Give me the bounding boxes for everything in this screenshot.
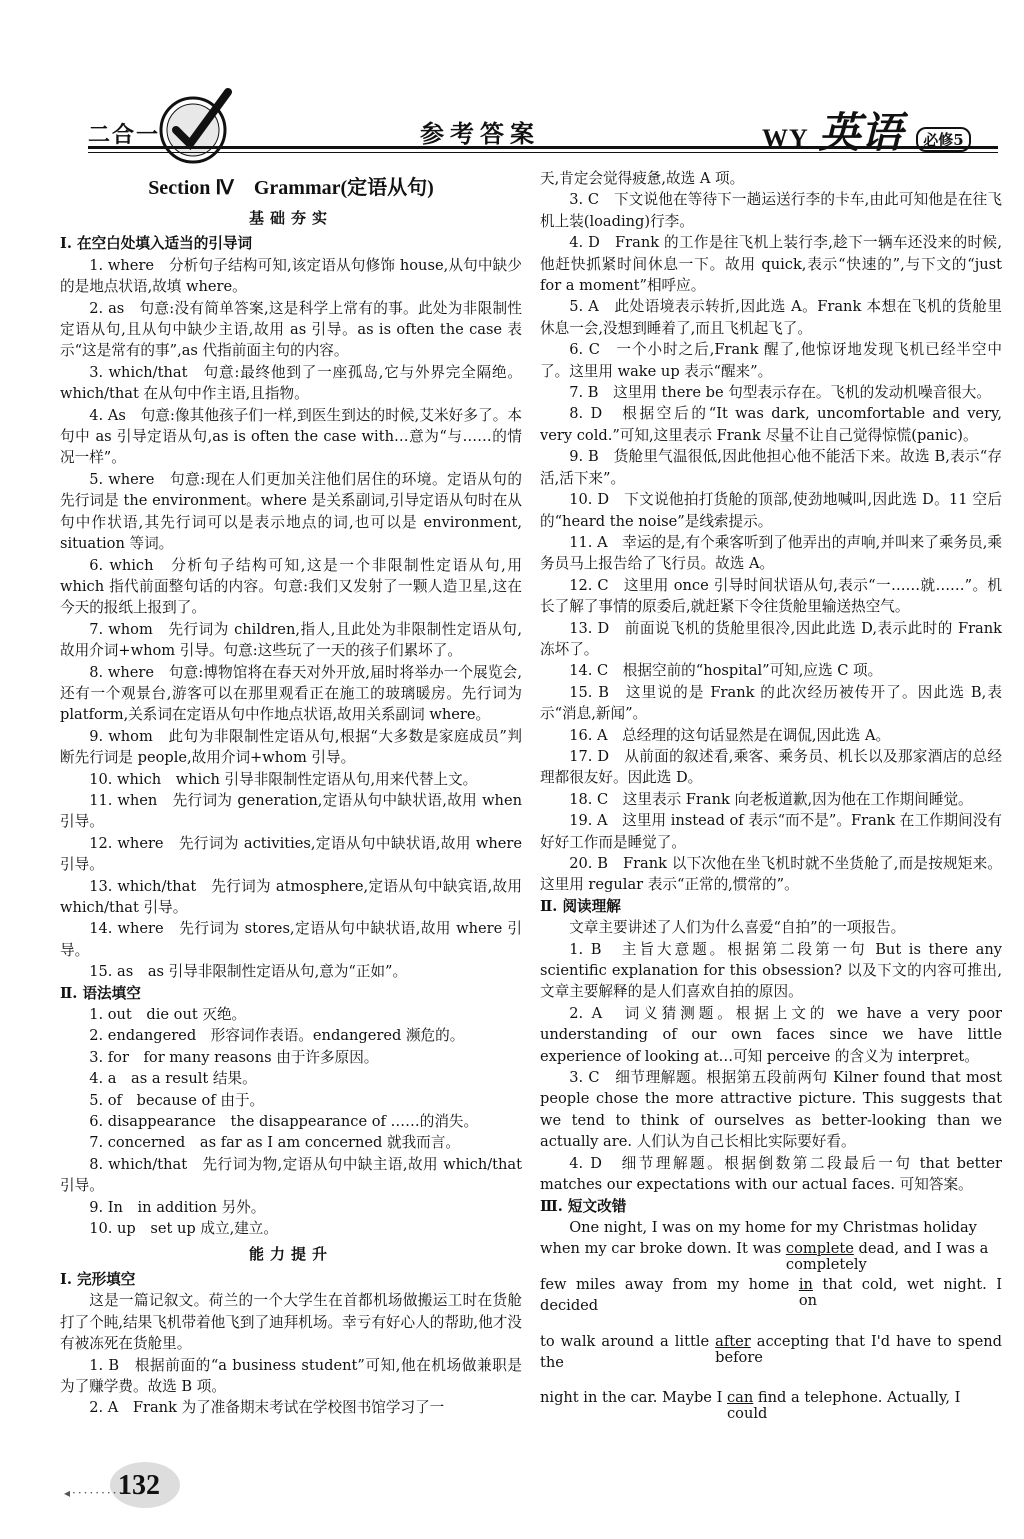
- correction-text: to walk around a little: [540, 1332, 710, 1350]
- wrong-word: in: [798, 1275, 813, 1293]
- brand-en: WY: [762, 124, 809, 153]
- answer-item: 15. as as 引导非限制性定语从句,意为“正如”。: [89, 963, 408, 981]
- left-column: [60, 168, 522, 1419]
- wrong-word: complete: [785, 1240, 854, 1258]
- header-rule: [88, 146, 998, 149]
- answer-item: 1. B 根据前面的“a business student”可知,他在机场做兼职是为了赚学费。故选 B 项。: [60, 1356, 522, 1395]
- answer-item: 3. C 下文说他在等待下一趟运送行李的卡车,由此可知他是在往飞机上装(loading)行李。: [540, 191, 1002, 230]
- answer-item: 8. D 根据空后的“It was dark, uncomfortable and very, very cold.”可知,这里表示 Frank 尽量不让自己觉得惊慌(panic)。: [540, 405, 1002, 444]
- answer-item: 9. In in addition 另外。: [89, 1198, 266, 1216]
- correction-text: accepting that I'd have to spend the: [540, 1332, 1002, 1371]
- answer-item: 6. which 分析句子结构可知,这是一个非限制性定语从句,用 which 指代前面整句话的内容。句意:我们又发射了一颗人造卫星,这在今天的报纸上报到了。: [60, 556, 522, 617]
- answer-item: 12. where 先行词为 activities,定语从句中缺状语,故用 where 引导。: [60, 834, 522, 874]
- brand-badge: 必修5: [916, 127, 970, 152]
- answer-item: 15. B 这里说的是 Frank 的此次经历被传开了。因此选 B,表示“消息,新闻”。: [540, 683, 1002, 723]
- passage-summary: 文章主要讲述了人们为什么喜爱“自拍”的一项报告。: [569, 919, 906, 937]
- fix-word: before: [715, 1348, 763, 1366]
- subsection-advanced: 能力提升: [248, 1244, 333, 1263]
- answer-item: 10. which which 引导非限制性定语从句,用来代替上文。: [89, 770, 478, 788]
- wrong-word: after: [715, 1332, 751, 1350]
- answer-item: 12. C 这里用 once 引导时间状语从句,表示“一……就……”。机长了解了事情的原委后,就赶紧下令往货舱里输送热空气。: [540, 576, 1002, 616]
- corrected-word: [715, 1331, 763, 1366]
- answer-item: 14. C 根据空前的“hospital”可知,应选 C 项。: [569, 662, 883, 680]
- answer-item: 7. concerned as far as I am concerned 就我而言。: [89, 1134, 460, 1152]
- check-logo-icon: [148, 82, 238, 172]
- correction-line: [540, 1274, 1002, 1317]
- answer-item: 3. which/that 句意:最终他到了一座孤岛,它与外界完全隔绝。which/that 在从句中作主语,且指物。: [60, 363, 522, 403]
- passage-summary: 这是一篇记叙文。荷兰的一个大学生在首都机场做搬运工时在货舱打了个盹,结果飞机带着他飞到了迪拜机场。幸亏有好心人的帮助,他才没有被冻死在货舱里。: [60, 1292, 522, 1353]
- header-rule-thin: [88, 152, 998, 153]
- header-left-label: 二合一: [88, 122, 161, 148]
- answer-item: 5. A 此处语境表示转折,因此选 A。Frank 本想在飞机的货舱里休息一会,没想到睡着了,而且飞机起飞了。: [540, 298, 1002, 337]
- answer-item: 4. a as a result 结果。: [89, 1070, 257, 1088]
- answer-item: 19. A 这里用 instead of 表示“而不是”。Frank 在工作期间没有好好工作而是睡觉了。: [540, 812, 1002, 851]
- answer-item: 2. endangered 形容词作表语。endangered 濒危的。: [89, 1027, 465, 1045]
- correction-line: One night, I was on my home for my Christmas holiday: [569, 1218, 977, 1236]
- brand-cn: 英语: [818, 108, 903, 157]
- subsection-basic: 基础夯实: [248, 209, 333, 227]
- right-column: [540, 168, 1002, 1423]
- answer-item: 4. D 细节理解题。根据倒数第二段最后一句 that better matches our expectations with our actual faces. 可知答案。: [540, 1154, 1002, 1194]
- correction-text: that cold, wet night. I decided: [540, 1275, 1003, 1315]
- correction-line: [540, 1238, 1002, 1274]
- part-heading: Ⅱ. 阅读理解: [540, 897, 621, 915]
- answer-item: 6. disappearance the disappearance of ……的消失。: [89, 1113, 479, 1131]
- answer-item: 11. A 幸运的是,有个乘客听到了他弄出的声响,并叫来了乘务员,乘务员马上报告给了飞行员。故选 A。: [540, 533, 1002, 573]
- footer-dots-icon: ◂·········: [64, 1486, 125, 1500]
- answer-item: 13. D 前面说飞机的货舱里很冷,因此此选 D,表示此时的 Frank 冻坏了。: [540, 619, 1002, 658]
- answer-item: 17. D 从前面的叙述看,乘客、乘务员、机长以及那家酒店的总经理都很友好。因此选 D。: [540, 747, 1002, 787]
- answer-item: 4. D Frank 的工作是往飞机上装行李,趁下一辆车还没来的时候,他赶快抓紧时间休息一下。故用 quick,表示“快速的”,与下文的“just for a moment”相呼应。: [540, 234, 1002, 295]
- answer-item: 16. A 总经理的这句话显然是在调侃,因此选 A。: [569, 726, 891, 744]
- fix-word: on: [798, 1291, 818, 1309]
- answer-item: 14. where 先行词为 stores,定语从句中缺状语,故用 where 引导。: [60, 920, 522, 959]
- answer-item: 3. C 细节理解题。根据第五段前两句 Kilner found that most people chose the more attractive picture. This suggests that we tend to think of ourselves as better-looking than we actually are. 人们认为自己长相比实际要好看。: [540, 1069, 1002, 1151]
- correction-line: [540, 1331, 1002, 1374]
- answer-item: 9. whom 此句为非限制性定语从句,根据“大多数是家庭成员”判断先行词是 people,故用介词+whom 引导。: [60, 727, 522, 767]
- page-number: 132: [118, 1470, 160, 1501]
- correction-text: find a telephone. Actually, I: [757, 1389, 961, 1407]
- answer-item: 1. where 分析句子结构可知,该定语从句修饰 house,从句中缺少的是地点状语,故填 where。: [60, 256, 522, 296]
- answer-item: 5. of because of 由于。: [89, 1091, 265, 1109]
- fix-word: could: [727, 1405, 768, 1423]
- corrected-word: [785, 1238, 867, 1274]
- answer-item: 8. which/that 先行词为物,定语从句中缺主语,故用 which/that 引导。: [60, 1155, 522, 1195]
- correction-text: dead, and I was a: [858, 1240, 989, 1258]
- answer-item: 9. B 货舱里气温很低,因此他担心他不能活下来。故选 B,表示“存活,活下来”。: [540, 448, 1002, 487]
- part-heading: Ⅰ. 完形填空: [60, 1270, 136, 1288]
- header-brand: [762, 100, 971, 160]
- answer-item: 5. where 句意:现在人们更加关注他们居住的环境。定语从句的先行词是 the environment。where 是关系副词,引导定语从句时在从句中作状语,其先行词可以是表示地点的词,也可以是 environment, situation 等词。: [60, 470, 522, 553]
- answer-item: 7. whom 先行词为 children,指人,且此处为非限制性定语从句,故用介词+whom 引导。句意:这些玩了一天的孩子们累坏了。: [60, 620, 522, 660]
- answer-item: 10. D 下文说他拍打货舱的顶部,使劲地喊叫,因此选 D。11 空后的“heard the noise”是线索提示。: [540, 491, 1002, 530]
- correction-text: few miles away from my home: [540, 1275, 790, 1293]
- corrected-word: [727, 1387, 768, 1423]
- answer-item: 3. for for many reasons 由于许多原因。: [89, 1048, 379, 1066]
- answer-item: 20. B Frank 以下次他在坐飞机时就不坐货舱了,而是按规矩来。这里用 regular 表示“正常的,惯常的”。: [540, 855, 1002, 894]
- answer-item: 11. when 先行词为 generation,定语从句中缺状语,故用 when 引导。: [60, 791, 522, 831]
- answer-item: 2. A Frank 为了准备期末考试在学校图书馆学习了一: [89, 1399, 445, 1417]
- fix-word: completely: [785, 1256, 867, 1274]
- part-heading: Ⅲ. 短文改错: [540, 1197, 627, 1215]
- answer-item: 8. where 句意:博物馆将在春天对外开放,届时将举办一个展览会,还有一个观景台,游客可以在那里观看正在施工的玻璃暖房。先行词为 platform,关系词在定语从句中作地点状语,故用关系副词 where。: [60, 663, 522, 724]
- answer-item: 13. which/that 先行词为 atmosphere,定语从句中缺宾语,故用 which/that 引导。: [60, 877, 522, 916]
- header-title: 参考答案: [420, 119, 540, 148]
- answer-item: 1. out die out 灭绝。: [89, 1006, 247, 1024]
- correction-text: night in the car. Maybe I: [540, 1389, 723, 1407]
- section-title: Section Ⅳ Grammar(定语从句): [148, 177, 434, 199]
- corrected-word: [798, 1274, 818, 1309]
- answer-item: 2. as 句意:没有简单答案,这是科学上常有的事。此处为非限制性定语从句,且从句中缺少主语,故用 as 引导。as is often the case 表示“这是常有的事”,as 代指前面主句的内容。: [60, 299, 522, 360]
- page-header: [0, 0, 1024, 160]
- correction-line: [540, 1387, 1002, 1423]
- answer-continuation: 天,肯定会觉得疲惫,故选 A 项。: [540, 170, 745, 187]
- correction-text: when my car broke down. It was: [540, 1240, 782, 1258]
- part-heading: Ⅱ. 语法填空: [60, 984, 141, 1002]
- answer-item: 1. B 主旨大意题。根据第二段第一句 But is there any scientific explanation for this obsession? 以及下文的内容可推出,文章主要解释的是人们喜欢自拍的原因。: [540, 940, 1002, 1001]
- answer-item: 7. B 这里用 there be 句型表示存在。飞机的发动机噪音很大。: [569, 384, 991, 402]
- answer-item: 2. A 词义猜测题。根据上文的 we have a very poor understanding of our own faces since we have little experience of looking at…可知 perceive 的含义为 interpret。: [540, 1004, 1002, 1065]
- answer-item: 4. As 句意:像其他孩子们一样,到医生到达的时候,艾米好多了。本句中 as 引导定语从句,as is often the case with…意为“与……的情况一样”。: [60, 406, 522, 467]
- part-heading: Ⅰ. 在空白处填入适当的引导词: [60, 235, 253, 253]
- answer-item: 6. C 一个小时之后,Frank 醒了,他惊讶地发现飞机已经半空中了。这里用 wake up 表示“醒来”。: [540, 341, 1002, 380]
- answer-item: 18. C 这里表示 Frank 向老板道歉,因为他在工作期间睡觉。: [569, 790, 973, 808]
- answer-item: 10. up set up 成立,建立。: [89, 1220, 278, 1238]
- wrong-word: can: [727, 1389, 754, 1407]
